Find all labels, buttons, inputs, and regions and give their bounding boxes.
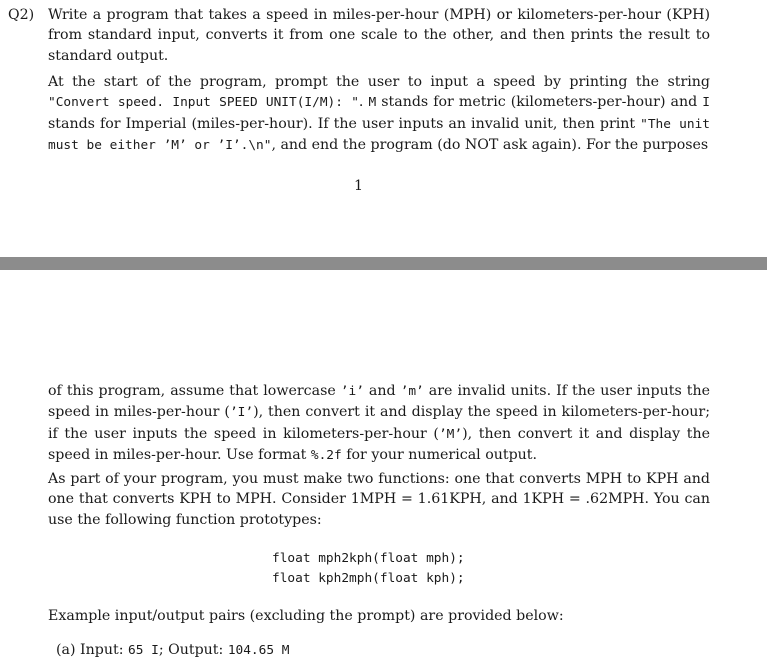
prompt-string-code: "Convert speed. Input SPEED UNIT(I/M): " [48, 95, 359, 111]
text-run: ), then convert it and display the speed in kilometers-per-hour; if the user inputs the speed in kilometers-per-hour ( [48, 404, 710, 442]
imperial-unit-code: I [702, 95, 710, 111]
question-label: Q2) [8, 7, 35, 23]
document-page-2 [0, 270, 767, 663]
text-run: and [363, 383, 401, 399]
examples-intro: Example input/output pairs (excluding the prompt) are provided below: [48, 608, 564, 624]
imperial-unit-code: ’I’ [229, 405, 254, 421]
document-page-1 [0, 0, 767, 257]
format-specifier-code: %.2f [310, 447, 342, 463]
code-line: float mph2kph(float mph); [272, 551, 465, 566]
page-number: 1 [353, 178, 364, 194]
text-run: At the start of the program, prompt the user to input a speed by printing the string [48, 74, 710, 90]
metric-unit-code: M [368, 95, 377, 111]
text-run: are invalid units. If the user inputs the speed in miles-per-hour ( [48, 383, 711, 421]
page-separator [0, 257, 767, 270]
functions-paragraph: As part of your program, you must make two functions: one that converts MPH to KPH and one that converts KPH to MPH. Consider 1MPH = 1.61KPH, and 1KPH = .62MPH. You can use the following function prototypes: [48, 471, 710, 528]
text-run: stands for Imperial (miles-per-hour). If the user inputs an invalid unit, then print [48, 115, 641, 132]
text-run: for your numerical output. [341, 446, 538, 463]
error-string-code: "The unit must be either ’M’ or ’I’.\n" [48, 116, 711, 153]
code-block [272, 549, 465, 589]
metric-unit-code: ’M’ [438, 426, 463, 442]
question-intro-paragraph: Write a program that takes a speed in miles-per-hour (MPH) or kilometers-per-hour (KPH) from standard input, converts it from one scale to the other, and then prints the result to standard output. [48, 7, 710, 64]
text-run: stands for metric (kilometers-per-hour) and [376, 94, 703, 111]
prompt-instructions-paragraph [48, 72, 710, 156]
example-item [56, 640, 289, 661]
example-separator: ; Output: [158, 642, 228, 658]
text-run: of this program, assume that lowercase [48, 383, 341, 399]
example-label: (a) Input: [56, 642, 128, 658]
lowercase-i-code: ’i’ [340, 384, 364, 399]
example-input: 65 I [128, 643, 159, 658]
text-run: , and end the program (do NOT ask again). For the purposes [271, 136, 709, 153]
continued-paragraph [48, 381, 710, 466]
text-run: . [358, 94, 369, 111]
lowercase-m-code: ’m’ [400, 384, 424, 399]
example-output: 104.65 M [227, 643, 290, 658]
text-run: ), then convert it and display the speed in miles-per-hour. Use format [48, 425, 710, 463]
code-line: float kph2mph(float kph); [272, 571, 465, 586]
